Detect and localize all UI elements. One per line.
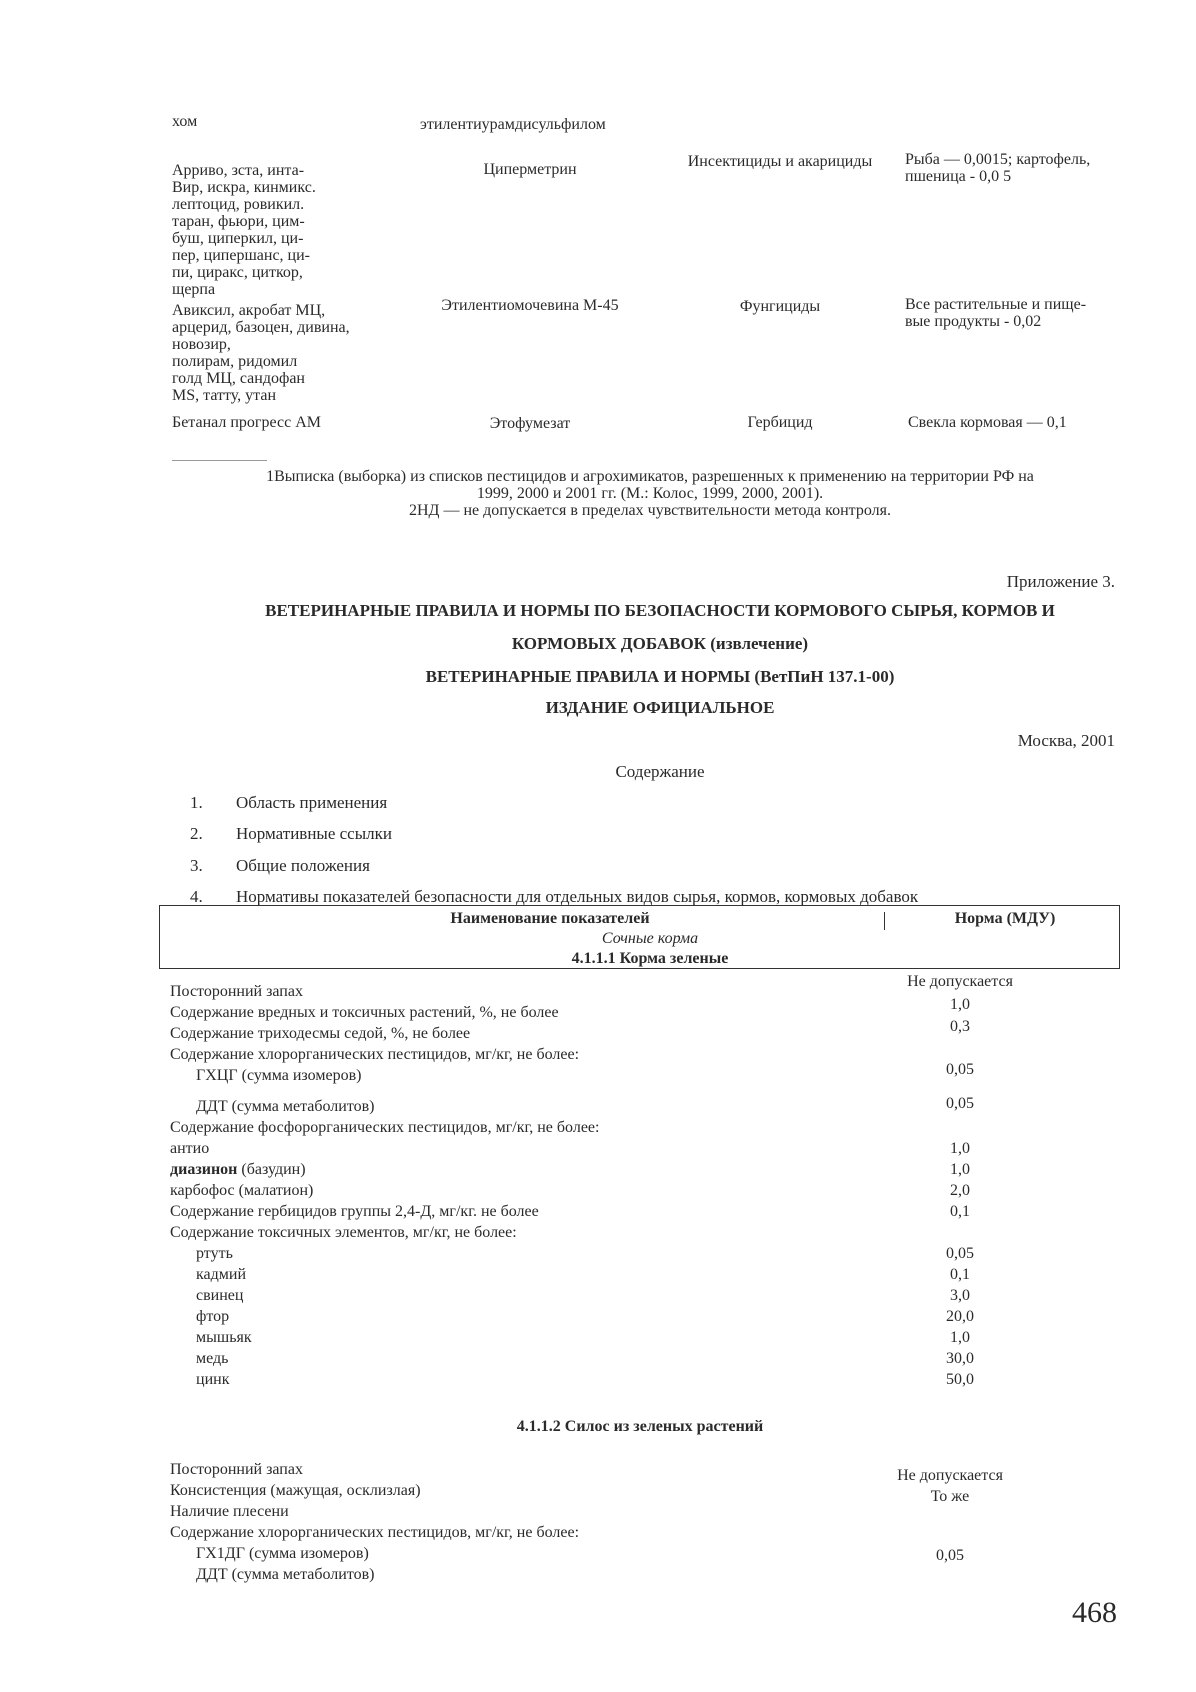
table-row <box>0 1265 1196 1285</box>
indicator-label: Содержание фосфорорганических пестицидов, мг/кг, не более: <box>170 1119 600 1136</box>
section-heading: 4.1.1.1 Корма зеленые <box>571 950 729 967</box>
footnote-2: 2НД — не допускается в пределах чувствительности метода контроля. <box>409 502 891 519</box>
table-row <box>0 1328 1196 1348</box>
toc-text: Общие положения <box>236 856 370 875</box>
table-row <box>0 1307 1196 1327</box>
indicator-label: Содержание гербицидов группы 2,4-Д, мг/кг. не более <box>170 1203 539 1220</box>
indicator-label: Содержание хлорорганических пестицидов, мг/кг, не более: <box>170 1524 580 1541</box>
header-column-divider <box>884 912 885 930</box>
table-row <box>0 1544 1196 1564</box>
indicator-label-rest: (базудин) <box>237 1161 306 1178</box>
table-cell-class: Фунгициды <box>739 298 821 315</box>
table-row <box>0 1244 1196 1264</box>
document-title-line1: ВЕТЕРИНАРНЫЕ ПРАВИЛА И НОРМЫ ПО БЕЗОПАСНОСТИ КОРМОВОГО СЫРЬЯ, КОРМОВ И <box>265 601 1055 620</box>
table-cell-mdu: Рыба — 0,0015; картофель, пшеница - 0,0 5 <box>905 151 1091 185</box>
toc-number: 3. <box>190 856 203 875</box>
indicator-label: Содержание токсичных элементов, мг/кг, не более: <box>170 1224 517 1241</box>
norm-value: 2,0 <box>950 1182 970 1199</box>
table-cell-trade: хом <box>172 113 198 130</box>
table-cell-class: Инсектициды и акарициды <box>687 153 873 170</box>
table-cell-substance: Циперметрин <box>483 161 577 178</box>
norm-value: 0,05 <box>946 1245 974 1262</box>
table-cell-trade: Бетанал прогресс АМ <box>172 414 321 431</box>
document-title-line3: ВЕТЕРИНАРНЫЕ ПРАВИЛА И НОРМЫ (ВетПиН 137.1-00) <box>425 667 895 686</box>
norm-value: 0,1 <box>950 1203 970 1220</box>
indicator-label: Наличие плесени <box>170 1503 289 1520</box>
table-row <box>0 1523 1196 1543</box>
table-row <box>0 1018 1196 1044</box>
indicator-label: ГХЦГ (сумма изомеров) <box>196 1067 362 1084</box>
indicator-label: кадмий <box>196 1266 247 1283</box>
toc-number: 4. <box>190 887 203 906</box>
footnote-1: 1Выписка (выборка) из списков пестицидов и агрохимикатов, разрешенных к применению на территории РФ на 1999, 2000 и 2001 гг. (М.: Колос, 1999, 2000, 2001). <box>266 468 1034 502</box>
norm-value: 1,0 <box>950 1329 970 1346</box>
toc-number: 1. <box>190 793 203 812</box>
norm-value: 0,05 <box>946 1061 974 1078</box>
table-row <box>0 1202 1196 1222</box>
indicator-label: Посторонний запах <box>170 983 303 1000</box>
indicator-label: цинк <box>196 1371 230 1388</box>
table-row <box>0 1349 1196 1369</box>
toc-number: 2. <box>190 824 203 843</box>
indicator-label-bold: диазинон <box>170 1161 238 1178</box>
section-subtitle: Сочные корма <box>601 930 699 947</box>
indicator-label: карбофос (малатион) <box>170 1182 314 1199</box>
indicator-label: Содержание вредных и токсичных растений, %, не более <box>170 1004 559 1021</box>
norm-value: 0,3 <box>950 1018 970 1035</box>
indicator-label: Консистенция (мажущая, осклизлая) <box>170 1482 421 1499</box>
table-cell-mdu: Свекла кормовая — 0,1 <box>908 414 1067 431</box>
norm-value: 50,0 <box>946 1371 974 1388</box>
indicator-label: Содержание триходесмы седой, %, не более <box>170 1025 471 1042</box>
table-row <box>0 1286 1196 1306</box>
norm-value: То же <box>930 1488 970 1505</box>
table-cell-class: Гербицид <box>747 414 813 431</box>
table-row <box>0 1139 1196 1159</box>
table-row <box>0 1223 1196 1243</box>
document-title-line4: ИЗДАНИЕ ОФИЦИАЛЬНОЕ <box>545 698 775 717</box>
indicator-label: свинец <box>196 1287 244 1304</box>
table-row <box>0 1370 1196 1390</box>
indicator-label: мышьяк <box>196 1329 252 1346</box>
norm-value: 1,0 <box>950 1140 970 1157</box>
table-cell-substance: Этофумезат <box>489 415 571 432</box>
indicator-label: ДДТ (сумма метаболитов) <box>196 1098 375 1115</box>
document-title-line2: КОРМОВЫХ ДОБАВОК (извлечение) <box>511 634 809 653</box>
table-cell-substance: этилентиурамдисульфилом <box>420 116 606 133</box>
indicator-label: ДДТ (сумма метаболитов) <box>196 1566 375 1583</box>
city-year: Москва, 2001 <box>1017 731 1115 750</box>
section-heading: 4.1.1.2 Силос из зеленых растений <box>516 1418 764 1435</box>
table-row <box>0 1118 1196 1138</box>
indicator-label: Содержание хлорорганических пестицидов, мг/кг, не более: <box>170 1046 580 1063</box>
norm-value: 0,05 <box>936 1547 964 1564</box>
indicator-label: Посторонний запах <box>170 1461 303 1478</box>
norm-value: 20,0 <box>946 1308 974 1325</box>
table-row <box>0 1061 1196 1086</box>
table-cell-mdu: Все растительные и пище- вые продукты - 0,02 <box>905 296 1087 330</box>
table-row <box>0 1181 1196 1201</box>
indicator-label: ГХ1ДГ (сумма изомеров) <box>196 1545 369 1562</box>
norm-value: 0,05 <box>946 1095 974 1112</box>
toc-text: Нормативы показателей безопасности для отдельных видов сырья, кормов, кормовых добавок <box>236 887 919 906</box>
table-row <box>0 1160 1196 1180</box>
norm-value: 3,0 <box>950 1287 970 1304</box>
page-number: 468 <box>1072 1596 1117 1629</box>
norm-value: 1,0 <box>950 1161 970 1178</box>
indicator-label <box>170 1160 306 1180</box>
column-header-indicator: Наименование показателей <box>450 910 650 927</box>
norm-value: 1,0 <box>950 996 970 1013</box>
footnote-divider <box>172 460 267 461</box>
table-cell-substance: Этилентиомочевина М-45 <box>441 297 619 314</box>
table-cell-trade: Авиксил, акробат МЦ, арцерид, базоцен, дивина, новозир, полирам, ридомил голд МЦ, сандофан MS, татту, утан <box>172 302 350 404</box>
table-row <box>0 1097 1196 1117</box>
toc-text: Область применения <box>236 793 388 812</box>
norm-value: Не допускается <box>907 973 1013 990</box>
indicator-label: ртуть <box>196 1245 233 1262</box>
norm-value: 30,0 <box>946 1350 974 1367</box>
toc-text: Нормативные ссылки <box>236 824 392 843</box>
indicator-label: фтор <box>196 1308 230 1325</box>
contents-heading: Содержание <box>615 762 705 781</box>
indicator-label: медь <box>196 1350 229 1367</box>
table-cell-trade: Арриво, зста, инта- Вир, искра, кинмикс. лептоцид, ровикил. таран, фьюри, цим- буш, циперкил, ци- пер, ципершанс, ци- пи, циракс, циткор, щерпа <box>172 162 316 298</box>
table-row <box>0 1565 1196 1585</box>
column-header-norm: Норма (МДУ) <box>954 910 1056 927</box>
appendix-label: Приложение 3. <box>1006 572 1115 591</box>
norm-value: 0,1 <box>950 1266 970 1283</box>
norm-value: Не допускается <box>897 1467 1003 1484</box>
indicator-label: антио <box>170 1140 210 1157</box>
